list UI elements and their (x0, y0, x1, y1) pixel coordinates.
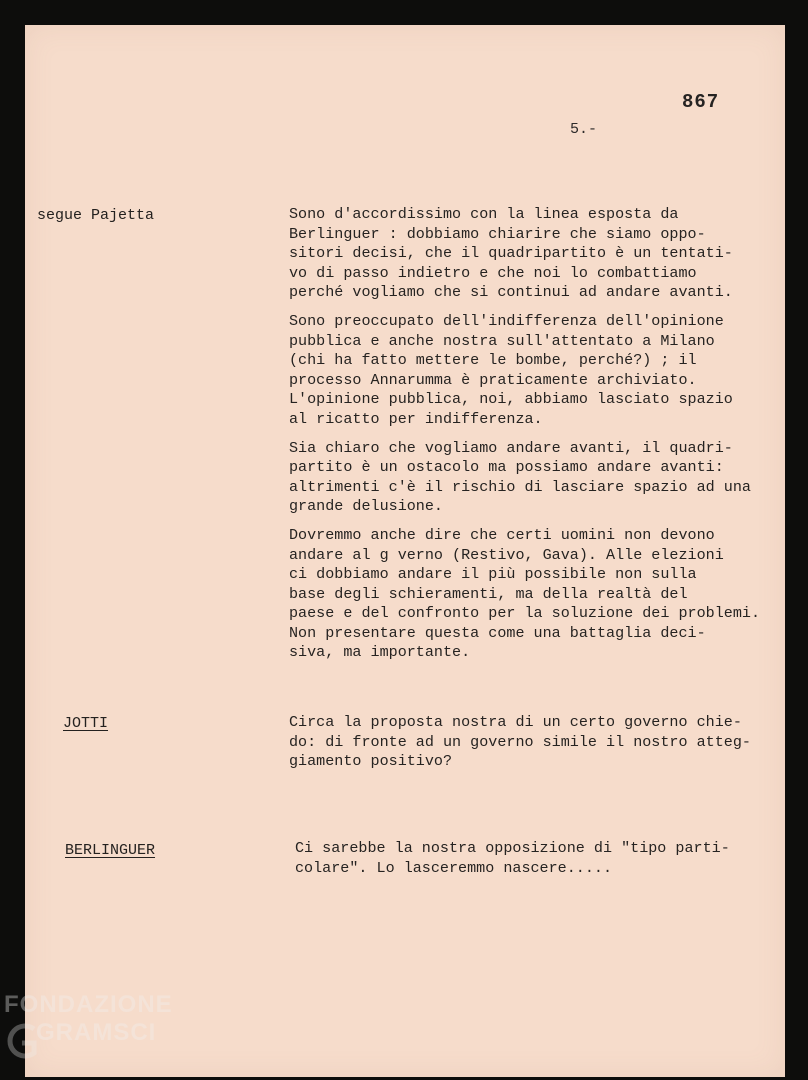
speech-jotti (289, 713, 783, 781)
paragraph: Dovremmo anche dire che certi uomini non devono andare al g verno (Restivo, Gava). Alle elezioni ci dobbiamo andare il più possibile non sulla base degli schieramenti, ma della realtà del paese e del confronto per la soluzione dei problemi. Non presentare questa come una battaglia deci- siva, ma importante. (289, 525, 761, 662)
fondazione-gramsci-watermark (4, 993, 173, 1045)
paragraph: Sono preoccupato dell'indifferenza dell'opinione pubblica e anche nostra sull'attentato a Milano (chi ha fatto mettere le bombe, perché?) ; il processo Annarumma è praticamente archiviato. L'opinione pubblica, noi, abbiamo lasciato spazio al ricatto per indifferenza. (289, 311, 733, 428)
speaker-jotti: JOTTI (63, 715, 109, 732)
speech-berlinguer (295, 839, 789, 887)
section-mark: 5.- (570, 121, 598, 138)
page-number: 867 (682, 91, 720, 113)
paragraph: Ci sarebbe la nostra opposizione di "tipo parti- colare". Lo lasceremmo nascere..... (295, 839, 730, 877)
g-logo-icon (4, 1019, 38, 1063)
document-page (25, 25, 785, 1077)
paragraph: Circa la proposta nostra di un certo governo chie- do: di fronte ad un governo simile il nostro atteg- giamento positivo? (289, 713, 751, 771)
watermark-line1: FONDAZIONE (4, 991, 173, 1018)
speaker-berlinguer: BERLINGUER (65, 842, 156, 859)
speaker-pajetta: segue Pajetta (37, 207, 155, 224)
paragraph: Sia chiaro che vogliamo andare avanti, il quadri- partito è un ostacolo ma possiamo andare avanti: altrimenti c'è il rischio di lasciare spazio ad una grande delusione. (289, 438, 751, 516)
paragraph: Sono d'accordissimo con la linea esposta da Berlinguer : dobbiamo chiarire che siamo oppo- sitori decisi, che il quadripartito è un tentati- vo di passo indietro e che noi lo combattiamo perché vogliamo che si continui ad andare avanti. (289, 205, 733, 302)
watermark-line2: GRAMSCI (36, 1019, 157, 1046)
speech-pajetta (289, 205, 783, 672)
